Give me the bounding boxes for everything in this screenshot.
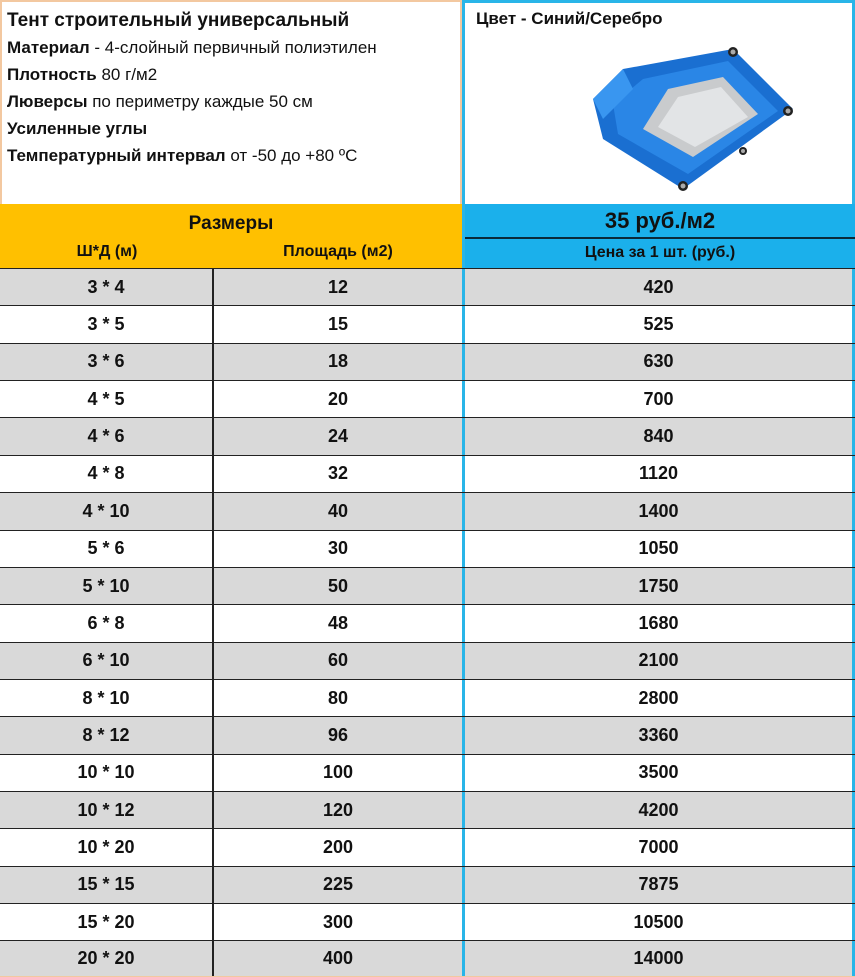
- cell-size: 10 * 12: [0, 792, 214, 828]
- cell-price: 2100: [462, 643, 855, 679]
- cell-area: 20: [214, 381, 462, 417]
- table-row: [0, 343, 855, 380]
- cell-price: 700: [462, 381, 855, 417]
- cell-price: 7875: [462, 867, 855, 903]
- cell-size: 15 * 15: [0, 867, 214, 903]
- cell-price: 1750: [462, 568, 855, 604]
- table-row: [0, 754, 855, 791]
- table-row: [0, 903, 855, 940]
- table-row: [0, 492, 855, 529]
- table-row: [0, 417, 855, 454]
- cell-area: 225: [214, 867, 462, 903]
- cell-area: 24: [214, 418, 462, 454]
- cell-price: 1680: [462, 605, 855, 641]
- cell-price: 1050: [462, 531, 855, 567]
- table-row: [0, 940, 855, 977]
- col-area-header: Площадь (м2): [283, 243, 393, 260]
- cell-price: 840: [462, 418, 855, 454]
- cell-area: 96: [214, 717, 462, 753]
- cell-area: 18: [214, 344, 462, 380]
- tarp-image: [583, 39, 808, 199]
- table-row: [0, 828, 855, 865]
- table-body: [0, 268, 855, 977]
- cell-size: 3 * 6: [0, 344, 214, 380]
- cell-size: 15 * 20: [0, 904, 214, 940]
- cell-price: 14000: [462, 941, 855, 975]
- table-row: [0, 679, 855, 716]
- spec-temperature: Температурный интервал от -50 до +80 ºС: [7, 146, 358, 165]
- table-row: [0, 305, 855, 342]
- cell-area: 15: [214, 306, 462, 342]
- cell-price: 2800: [462, 680, 855, 716]
- cell-size: 4 * 6: [0, 418, 214, 454]
- cell-area: 400: [214, 941, 462, 975]
- cell-size: 4 * 8: [0, 456, 214, 492]
- table-row: [0, 866, 855, 903]
- cell-area: 12: [214, 269, 462, 305]
- cell-size: 8 * 10: [0, 680, 214, 716]
- cell-size: 5 * 10: [0, 568, 214, 604]
- col-price-header: Цена за 1 шт. (руб.): [584, 244, 736, 261]
- table-row: [0, 604, 855, 641]
- cell-price: 1120: [462, 456, 855, 492]
- cell-area: 120: [214, 792, 462, 828]
- cell-price: 1400: [462, 493, 855, 529]
- cell-size: 6 * 8: [0, 605, 214, 641]
- price-header: [462, 204, 855, 268]
- spec-density: Плотность 80 г/м2: [7, 65, 158, 84]
- cell-size: 6 * 10: [0, 643, 214, 679]
- table-row: [0, 530, 855, 567]
- color-label: Цвет - Синий/Серебро: [476, 9, 663, 28]
- cell-area: 60: [214, 643, 462, 679]
- cell-size: 10 * 10: [0, 755, 214, 791]
- rate-per-m2: 35 руб./м2: [604, 208, 716, 233]
- cell-price: 630: [462, 344, 855, 380]
- cell-area: 30: [214, 531, 462, 567]
- cell-size: 10 * 20: [0, 829, 214, 865]
- sizes-title: Размеры: [188, 213, 274, 234]
- cell-price: 525: [462, 306, 855, 342]
- table-row: [0, 791, 855, 828]
- cell-size: 3 * 5: [0, 306, 214, 342]
- cell-size: 4 * 5: [0, 381, 214, 417]
- cell-area: 200: [214, 829, 462, 865]
- table-row: [0, 716, 855, 753]
- header-divider: [465, 237, 855, 239]
- cell-size: 5 * 6: [0, 531, 214, 567]
- cell-price: 4200: [462, 792, 855, 828]
- cell-area: 48: [214, 605, 462, 641]
- cell-size: 4 * 10: [0, 493, 214, 529]
- cell-area: 32: [214, 456, 462, 492]
- table-row: [0, 567, 855, 604]
- cell-size: 3 * 4: [0, 269, 214, 305]
- color-box: [462, 0, 855, 204]
- product-info: [0, 0, 462, 204]
- cell-price: 10500: [462, 904, 855, 940]
- cell-price: 7000: [462, 829, 855, 865]
- spec-material: Материал - 4-слойный первичный полиэтилен: [7, 38, 377, 57]
- cell-area: 100: [214, 755, 462, 791]
- cell-price: 3500: [462, 755, 855, 791]
- table-row: [0, 380, 855, 417]
- spec-grommets: Люверсы по периметру каждые 50 см: [7, 92, 313, 111]
- table-row: [0, 642, 855, 679]
- table-row: [0, 455, 855, 492]
- col-size-header: Ш*Д (м): [76, 243, 138, 260]
- cell-area: 50: [214, 568, 462, 604]
- cell-price: 3360: [462, 717, 855, 753]
- cell-area: 80: [214, 680, 462, 716]
- cell-area: 40: [214, 493, 462, 529]
- cell-price: 420: [462, 269, 855, 305]
- table-row: [0, 268, 855, 305]
- product-title: Тент строительный универсальный: [7, 10, 350, 31]
- spec-corners: Усиленные углы: [7, 119, 148, 138]
- cell-size: 8 * 12: [0, 717, 214, 753]
- sizes-header: [0, 204, 462, 268]
- cell-size: 20 * 20: [0, 941, 214, 975]
- cell-area: 300: [214, 904, 462, 940]
